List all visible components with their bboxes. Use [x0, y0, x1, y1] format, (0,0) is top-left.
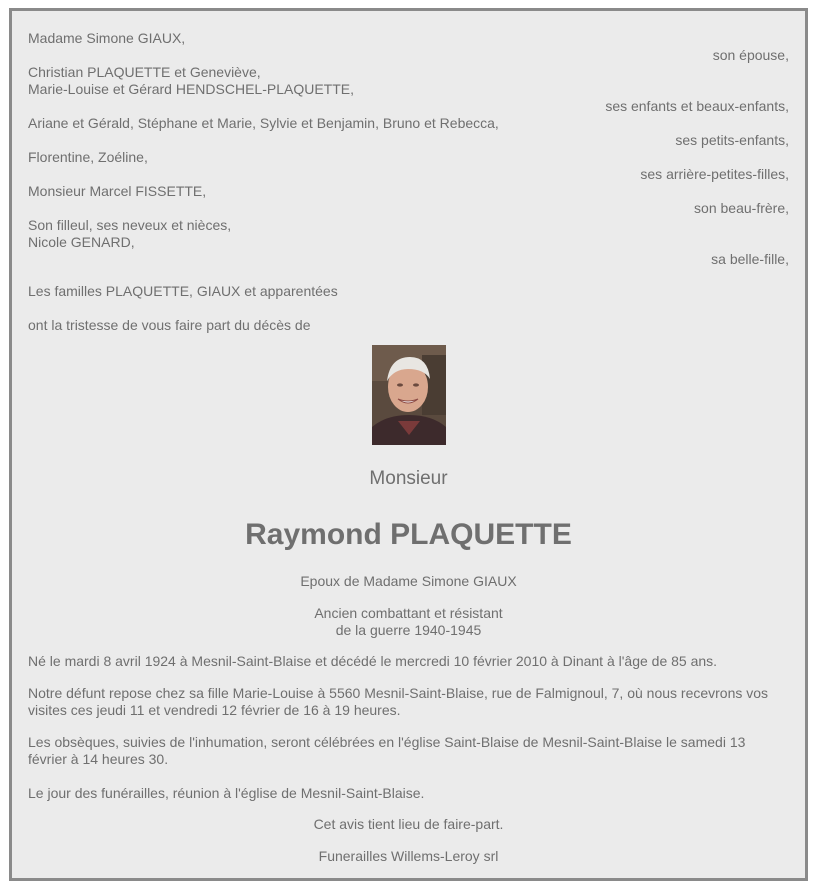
children-line-2: Marie-Louise et Gérard HENDSCHEL-PLAQUETTE, [28, 81, 354, 97]
grandchildren-names: Ariane et Gérald, Stéphane et Marie, Sylvie et Benjamin, Bruno et Rebecca, [28, 115, 499, 131]
children-role: ses enfants et beaux-enfants, [605, 98, 789, 114]
sister-in-law-name: Nicole GENARD, [28, 234, 135, 250]
funeral-paragraph: Les obsèques, suivies de l'inhumation, seront célébrées en l'église Saint-Blaise de Mesnil-Saint-Blaise le samedi 13 février à 14 heures 30. [28, 734, 746, 767]
deceased-spouse: Epoux de Madame Simone GIAUX [300, 573, 517, 589]
deceased-title: Monsieur [369, 468, 448, 489]
birth-death-paragraph: Né le mardi 8 avril 1924 à Mesnil-Saint-Blaise et décédé le mercredi 10 février 2010 à Dinant à l'âge de 85 ans. [28, 653, 718, 669]
announcement-line: ont la tristesse de vous faire part du décès de [28, 317, 311, 333]
great-grandchildren-role: ses arrière-petites-filles, [640, 166, 789, 182]
great-grandchildren-names: Florentine, Zoéline, [28, 149, 148, 165]
brother-in-law-role: son beau-frère, [694, 200, 789, 216]
deceased-name: Raymond PLAQUETTE [245, 518, 572, 551]
sister-in-law-role: sa belle-fille, [711, 251, 789, 267]
veteran-line-2: de la guerre 1940-1945 [335, 622, 482, 638]
funeral-home: Funerailles Willems-Leroy srl [318, 848, 499, 864]
obituary-card [9, 8, 808, 881]
spouse-role: son épouse, [712, 47, 789, 63]
veteran-line-1: Ancien combattant et résistant [314, 605, 503, 621]
visitation-paragraph: Notre défunt repose chez sa fille Marie-Louise à 5560 Mesnil-Saint-Blaise, rue de Falmignoul, 7, où nous recevrons vos visites ces jeudi 11 et vendredi 12 février de 16 à 19 heures. [28, 685, 769, 718]
meeting-paragraph: Le jour des funérailles, réunion à l'église de Mesnil-Saint-Blaise. [28, 785, 425, 801]
children-line-1: Christian PLAQUETTE et Geneviève, [28, 64, 261, 80]
families-line: Les familles PLAQUETTE, GIAUX et apparentées [28, 283, 338, 299]
godson-nephews: Son filleul, ses neveux et nièces, [28, 217, 232, 233]
notice-line: Cet avis tient lieu de faire-part. [313, 816, 504, 832]
brother-in-law-name: Monsieur Marcel FISSETTE, [28, 183, 207, 199]
portrait-photo [372, 345, 446, 445]
spouse-name: Madame Simone GIAUX, [28, 30, 186, 46]
grandchildren-role: ses petits-enfants, [675, 132, 789, 148]
